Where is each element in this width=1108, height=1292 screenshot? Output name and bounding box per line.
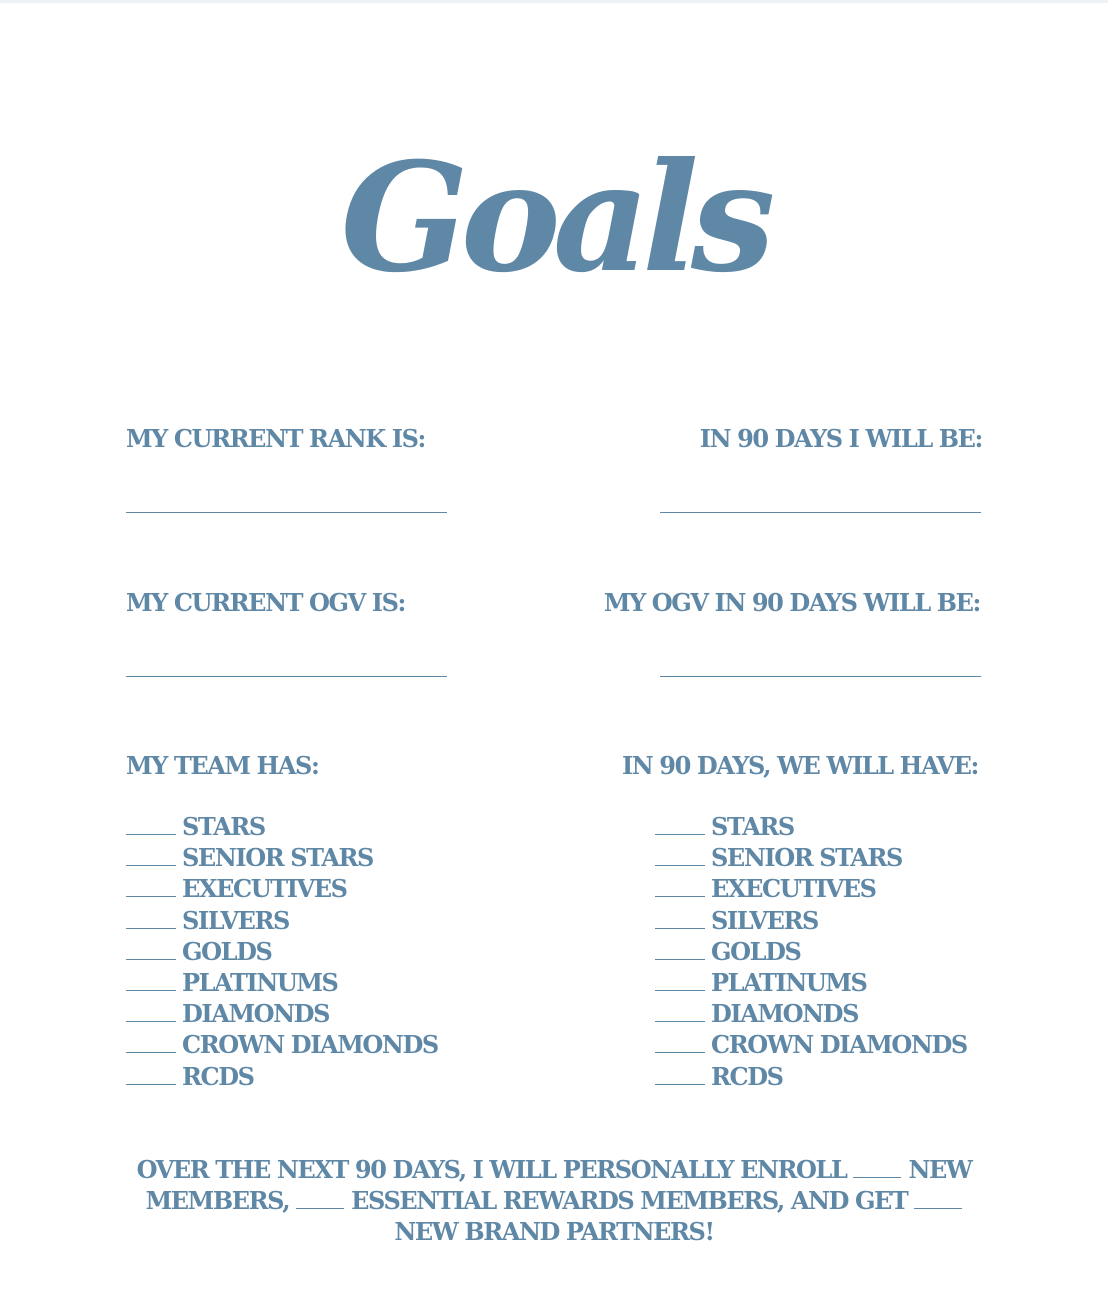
future-rank-blank[interactable] — [660, 512, 981, 513]
footer-text-3: ESSENTIAL REWARDS MEMBERS, AND GET — [351, 1186, 908, 1215]
footer-text-2: NEW MEMBERS, — [145, 1155, 972, 1215]
count-blank[interactable] — [126, 843, 176, 866]
count-blank[interactable] — [126, 906, 176, 929]
future-ogv-label: MY OGV IN 90 DAYS WILL BE: — [603, 588, 980, 617]
rank-label: EXECUTIVES — [711, 874, 876, 904]
page-title: Goals — [340, 130, 768, 306]
count-blank[interactable] — [655, 1030, 705, 1053]
list-item — [126, 905, 438, 936]
list-item — [655, 905, 967, 936]
rank-label: GOLDS — [711, 936, 801, 966]
rank-label: GOLDS — [182, 936, 272, 966]
current-rank-label: MY CURRENT RANK IS: — [126, 424, 425, 453]
rank-label: CROWN DIAMONDS — [711, 1030, 967, 1060]
rank-label: SILVERS — [711, 905, 818, 935]
list-item — [655, 1029, 967, 1060]
count-blank[interactable] — [655, 937, 705, 960]
future-ogv-blank[interactable] — [660, 676, 981, 677]
count-blank[interactable] — [655, 906, 705, 929]
count-blank[interactable] — [126, 968, 176, 991]
count-blank[interactable] — [655, 968, 705, 991]
rank-label: CROWN DIAMONDS — [182, 1030, 438, 1060]
count-blank[interactable] — [126, 812, 176, 835]
rank-label: DIAMONDS — [711, 999, 859, 1029]
current-ogv-label: MY CURRENT OGV IS: — [126, 588, 406, 617]
rank-label: SENIOR STARS — [711, 843, 902, 873]
rank-label: PLATINUMS — [182, 967, 338, 997]
list-item — [126, 1061, 438, 1092]
list-item — [655, 873, 967, 904]
rank-label: RCDS — [711, 1061, 783, 1091]
rank-label: EXECUTIVES — [182, 874, 347, 904]
footer-text-1: OVER THE NEXT 90 DAYS, I WILL PERSONALLY ENROLL — [136, 1155, 847, 1184]
future-rank-label: IN 90 DAYS I WILL BE: — [699, 424, 982, 453]
list-item — [126, 998, 438, 1029]
enrollment-goal-statement — [120, 1154, 988, 1247]
list-item — [126, 811, 438, 842]
list-item — [126, 967, 438, 998]
list-item — [655, 842, 967, 873]
goal-rank-list — [655, 811, 967, 1092]
list-item — [655, 1061, 967, 1092]
count-blank[interactable] — [655, 812, 705, 835]
list-item — [126, 936, 438, 967]
count-blank[interactable] — [126, 874, 176, 897]
count-blank[interactable] — [126, 937, 176, 960]
count-blank[interactable] — [655, 1062, 705, 1085]
team-has-label: MY TEAM HAS: — [126, 751, 319, 780]
current-ogv-blank[interactable] — [126, 676, 447, 677]
list-item — [655, 811, 967, 842]
current-rank-blank[interactable] — [126, 512, 447, 513]
team-will-have-label: IN 90 DAYS, WE WILL HAVE: — [621, 751, 978, 780]
brand-partner-count-blank[interactable] — [914, 1188, 962, 1209]
rank-label: SILVERS — [182, 905, 289, 935]
count-blank[interactable] — [655, 843, 705, 866]
count-blank[interactable] — [655, 874, 705, 897]
er-count-blank[interactable] — [296, 1188, 344, 1209]
footer-text-4: NEW BRAND PARTNERS! — [394, 1217, 714, 1246]
count-blank[interactable] — [126, 1062, 176, 1085]
list-item — [126, 873, 438, 904]
list-item — [126, 842, 438, 873]
count-blank[interactable] — [126, 1030, 176, 1053]
rank-label: STARS — [182, 812, 265, 841]
rank-label: STARS — [711, 812, 794, 841]
rank-label: SENIOR STARS — [182, 843, 373, 873]
rank-label: DIAMONDS — [182, 999, 330, 1029]
list-item — [655, 998, 967, 1029]
top-border — [0, 0, 1108, 3]
list-item — [126, 1029, 438, 1060]
list-item — [655, 967, 967, 998]
count-blank[interactable] — [126, 999, 176, 1022]
rank-label: RCDS — [182, 1061, 254, 1091]
rank-label: PLATINUMS — [711, 967, 867, 997]
current-rank-list — [126, 811, 438, 1092]
enroll-count-blank[interactable] — [853, 1157, 901, 1178]
count-blank[interactable] — [655, 999, 705, 1022]
list-item — [655, 936, 967, 967]
